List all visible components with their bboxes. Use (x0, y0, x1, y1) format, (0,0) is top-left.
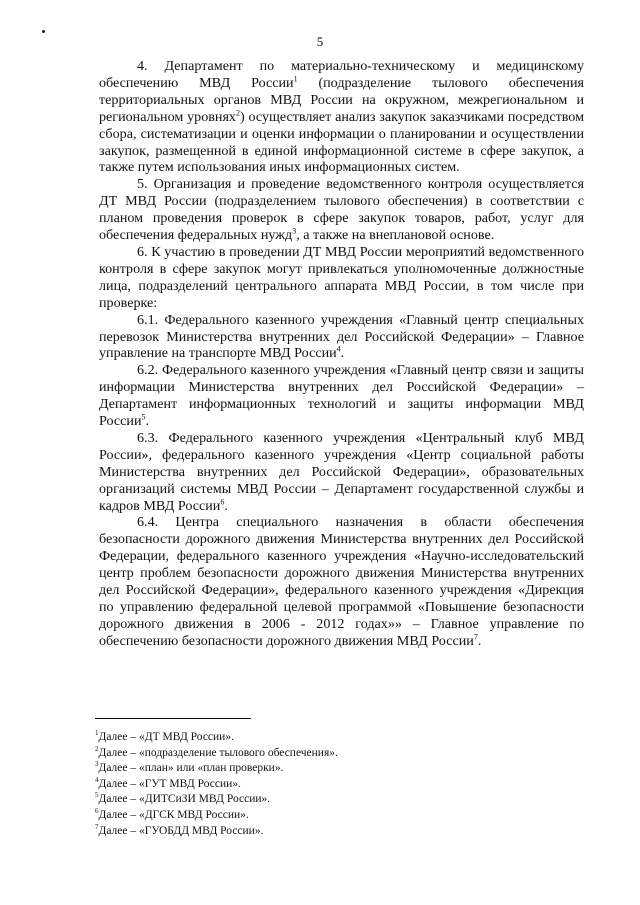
footnote-separator (95, 718, 251, 719)
footnote: $^3$Далее – «план» или «план проверки». (95, 760, 284, 775)
page-number: 5 (316, 34, 324, 49)
footnotes (95, 730, 595, 839)
paragraph-6-4: 6.4. Центра специального назначения в области обеспечения безопасности дорожного движения Министерства внутренних дел Российской Федерации, федерального казенного учреждения «Научно-исследовательский центр проблем безопасности дорожного движения Министерства внутренних дел Российской Федерации», федерального казенного учреждения «Дирекция по управлению федеральной целевой программой «Повышение безопасности дорожного движения в 2006 - 2012 годах»» – Главное управление по обеспечению безопасности дорожного движения МВД России$^7$. (99, 514, 584, 649)
document-body (99, 58, 584, 650)
footnote: $^5$Далее – «ДИТСиЗИ МВД России». (95, 791, 271, 806)
paragraph-4: 4. Департамент по материально-техническому и медицинскому обеспечению МВД России$^1$ (подразделение тылового обеспечения территориальных органов МВД России на окружном, межрегиональном и региональном уровнях$^2$) осуществляет анализ закупок заказчиками посредством сбора, систематизации и оценки информации о планировании и осуществлении закупок, размещенной в единой информационной системе в сфере закупок, а также путем использования иных информационных систем. (99, 58, 584, 176)
paragraph-6-2: 6.2. Федерального казенного учреждения «Главный центр связи и защиты информации Министерства внутренних дел Российской Федерации» – Департамент информационных технологий и защиты информации МВД России$^5$. (99, 362, 584, 430)
footnote: $^6$Далее – «ДГСК МВД России». (95, 807, 249, 821)
paragraph-5: 5. Организация и проведение ведомственного контроля осуществляется ДТ МВД России (подразделением тылового обеспечения) в соответствии с планом проведения проверок в сфере закупок товаров, работ, услуг для обеспечения федеральных нужд$^3$, а также на внеплановой основе. (99, 176, 584, 244)
scan-speck (42, 30, 45, 33)
paragraph-6-1: 6.1. Федерального казенного учреждения «Главный центр специальных перевозок Министерства внутренних дел Российской Федерации» – Главное управление на транспорте МВД России$^4$. (99, 311, 584, 362)
footnote: $^2$Далее – «подразделение тылового обеспечения». (95, 744, 338, 759)
footnote: $^1$Далее – «ДТ МВД России». (95, 729, 234, 743)
footnote: $^4$Далее – «ГУТ МВД России». (95, 775, 241, 790)
paragraph-6: 6. К участию в проведении ДТ МВД России мероприятий ведомственного контроля в сфере закупок могут привлекаться уполномоченные должностные лица, подразделений центрального аппарата МВД России, в том числе при проверке: (99, 243, 584, 311)
paragraph-6-3: 6.3. Федерального казенного учреждения «Центральный клуб МВД России», федерального казенного учреждения «Центр социальной работы Министерства внутренних дел Российской Федерации», образовательных организаций системы МВД России – Департамент государственной службы и кадров МВД России$^6$. (99, 429, 584, 514)
footnote: $^7$Далее – «ГУОБДД МВД России». (95, 822, 264, 837)
